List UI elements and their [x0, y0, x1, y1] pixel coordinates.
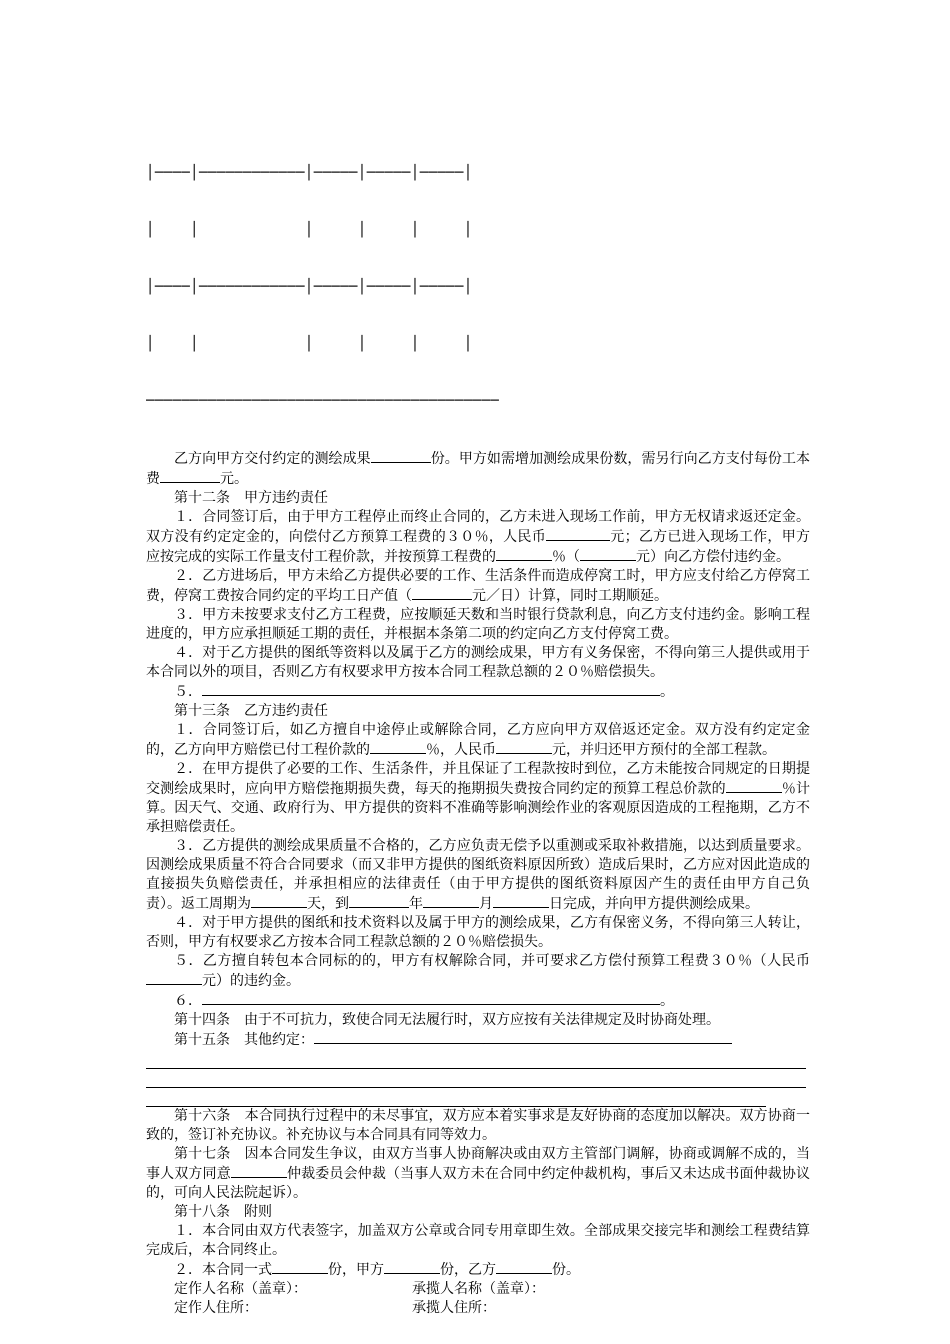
- table-row: │ │ │ │ │ │: [146, 222, 473, 238]
- article-13-item-2: ２．在甲方提供了必要的工作、生活条件，并且保证了工程款按时到位，乙方未能按合同规定的日期提交测绘成果时，应向甲方赔偿拖期损失费，每天的拖期损失费按合同约定的预算工程总价款的 ％计算。因天气、交通、政府行为、甲方提供的资料不准确等影响测绘作业的客观原因造成的工程拖期，乙方不承担赔偿责任。: [146, 761, 810, 835]
- contractor-address-label: 定作人住所：: [174, 1300, 258, 1316]
- table-bottom-rule: ────────────────────────────────────────: [146, 393, 500, 409]
- blank-field: [496, 1260, 552, 1274]
- article-15: 第十五条 其他约定：: [146, 1030, 810, 1050]
- blank-field: [146, 971, 202, 985]
- article-17: 第十七条 因本合同发生争议，由双方当事人协商解决或由双方主管部门调解，协商或调解不成的，当事人双方同意 仲裁委员会仲裁（当事人双方未在合同中约定仲裁机构，事后又未达成书面仲裁协议的，可向人民法院起诉）。: [146, 1146, 811, 1201]
- blank-field: [423, 894, 479, 908]
- blank-line: [146, 1050, 806, 1069]
- blank-field: [546, 527, 610, 541]
- document-page: [146, 126, 810, 1318]
- blank-field: [493, 894, 549, 908]
- article-13-item-6: ６． 。: [174, 993, 674, 1009]
- article-18-item-1: １．本合同由双方代表签字，加盖双方公章或合同专用章即生效。全部成果交接完毕和测绘工程费结算完成后，本合同终止。: [146, 1223, 810, 1258]
- blank-field: [314, 1030, 732, 1044]
- blank-field: [384, 1260, 440, 1274]
- article-12-item-1: １．合同签订后，由于甲方工程停止而终止合同的，乙方未进入现场工作前，甲方无权请求返还定金。双方没有约定定金的，向偿付乙方预算工程费的３０％，人民币 元；乙方已进入现场工作，甲方应按完成的实际工作量支付工程价款，并按预算工程费的 ％（ 元）向乙方偿付违约金。: [146, 509, 810, 565]
- article-12-title: 第十二条 甲方违约责任: [174, 490, 328, 506]
- article-13-title: 第十三条 乙方违约责任: [174, 703, 328, 719]
- article-12-item-3: ３．甲方未按要求支付乙方工程费，应按顺延天数和当时银行贷款利息，向乙方支付违约金。影响工程进度的，甲方应承担顺延工期的责任，并根据本条第二项的约定向乙方支付停窝工费。: [146, 607, 810, 642]
- blank-field: [371, 449, 431, 463]
- article-18-title: 第十八条 附则: [174, 1204, 272, 1220]
- article-12-item-4: ４．对于乙方提供的图纸等资料以及属于乙方的测绘成果，甲方有义务保密，不得向第三人提供或用于本合同以外的项目，否则乙方有权要求甲方按本合同工程款总额的２０％赔偿损失。: [146, 645, 810, 680]
- blank-field: [202, 682, 660, 696]
- blank-field: [160, 469, 220, 483]
- blank-field: [496, 547, 552, 561]
- blank-table: [146, 126, 810, 449]
- signature-address-row: [146, 1299, 810, 1318]
- blank-field: [202, 991, 660, 1005]
- table-row: │ │ │ │ │ │: [146, 336, 473, 352]
- undertaker-name-label: 承揽人名称（盖章）：: [412, 1281, 545, 1297]
- blank-field: [272, 1260, 328, 1274]
- article-13-item-3: ３．乙方提供的测绘成果质量不合格的，乙方应负责无偿予以重测或采取补救措施，以达到质量要求。因测绘成果质量不符合合同要求（而又非甲方提供的图纸资料原因所致）造成后果时，乙方应对因此造成的直接损失负赔偿责任，并承担相应的法律责任（由于甲方提供的图纸资料原因产生的责任由甲方自己负责）。返工周期为 天，到 年 月 日完成，并向甲方提供测绘成果。: [146, 838, 810, 912]
- article-13-item-4: ４．对于甲方提供的图纸和技术资料以及属于甲方的测绘成果，乙方有保密义务，不得向第三人转让，否则，甲方有权要求乙方按本合同工程款总额的２０％赔偿损失。: [146, 915, 810, 950]
- blank-field: [496, 740, 552, 754]
- signature-name-row: [146, 1280, 810, 1299]
- article-12-item-5: ５． 。: [174, 684, 674, 700]
- blank-field: [580, 547, 636, 561]
- contractor-name-label: 定作人名称（盖章）：: [174, 1281, 307, 1297]
- blank-line: [146, 1069, 806, 1088]
- table-row: │────│────────────│─────│─────│─────│: [146, 165, 473, 181]
- blank-field: [231, 1164, 287, 1178]
- blank-field: [412, 586, 472, 600]
- blank-field: [251, 894, 307, 908]
- article-12-item-2: ２．乙方进场后，甲方未给乙方提供必要的工作、生活条件而造成停窝工时，甲方应支付给乙方停窝工费，停窝工费按合同约定的平均工日产值（ 元／日）计算，同时工期顺延。: [146, 568, 810, 604]
- article-14: 第十四条 由于不可抗力，致使合同无法履行时，双方应按有关法律规定及时协商处理。: [174, 1012, 720, 1028]
- paragraph-deliver: 乙方向甲方交付约定的测绘成果 份。甲方如需增加测绘成果份数，需另行向乙方支付每份工本费 元。: [146, 451, 811, 487]
- article-13-item-1: １．合同签订后，如乙方擅自中途停止或解除合同，乙方应向甲方双倍返还定金。双方没有约定定金的，乙方向甲方赔偿已付工程价款的 ％，人民币 元，并归还甲方预付的全部工程款。: [146, 722, 810, 758]
- blank-field: [370, 740, 426, 754]
- blank-line: [146, 1088, 766, 1107]
- article-18-item-2: ２．本合同一式 份，甲方 份，乙方 份。: [174, 1262, 580, 1278]
- article-16: 第十六条 本合同执行过程中的未尽事宜，双方应本着实事求是友好协商的态度加以解决。双方协商一致的，签订补充协议。补充协议与本合同具有同等效力。: [146, 1108, 810, 1143]
- blank-field: [349, 894, 409, 908]
- blank-field: [726, 779, 782, 793]
- article-13-item-5: ５．乙方擅自转包本合同标的的，甲方有权解除合同，并可要求乙方偿付预算工程费３０％（人民币元）的违约金。: [146, 952, 810, 991]
- table-row: │────│────────────│─────│─────│─────│: [146, 279, 473, 295]
- undertaker-address-label: 承揽人住所：: [412, 1300, 496, 1316]
